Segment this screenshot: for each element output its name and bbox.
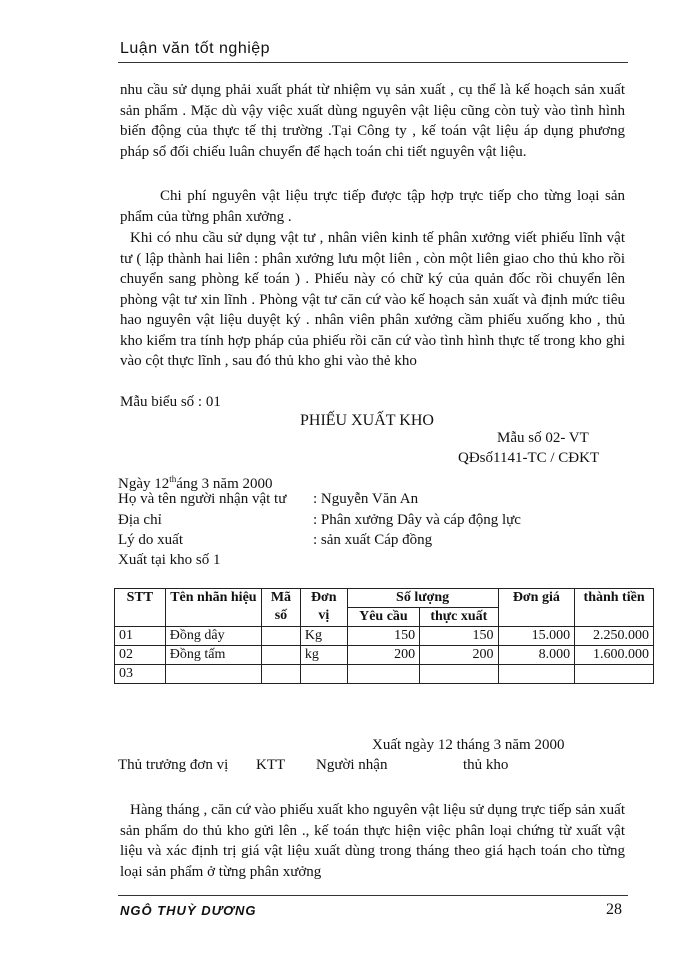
header-qty-request: Yêu cầu bbox=[347, 608, 419, 627]
cell-stt: 03 bbox=[115, 665, 166, 684]
footer-author: NGÔ THUỲ DƯƠNG bbox=[120, 903, 257, 918]
receiver-line bbox=[118, 489, 418, 509]
cell-price: 8.000 bbox=[498, 646, 575, 665]
header-price: Đơn giá bbox=[498, 589, 575, 627]
header-qty-actual: thực xuất bbox=[420, 608, 498, 627]
cell-request bbox=[347, 665, 419, 684]
cell-request: 150 bbox=[347, 627, 419, 646]
cell-price: 15.000 bbox=[498, 627, 575, 646]
page-number: 28 bbox=[606, 901, 622, 918]
cell-name: Đồng tấm bbox=[165, 646, 261, 665]
address-value: : Phân xưởng Dây và cáp động lực bbox=[313, 512, 521, 528]
receiver-value: : Nguyễn Văn An bbox=[313, 491, 419, 507]
signature-chief-accountant: KTT bbox=[256, 757, 286, 773]
header-rule bbox=[118, 62, 628, 63]
reason-label: Lý do xuất bbox=[118, 532, 183, 548]
receiver-label: Họ và tên người nhận vật tư bbox=[118, 491, 287, 507]
header-title: Luận văn tốt nghiệp bbox=[120, 40, 271, 57]
cell-price bbox=[498, 665, 575, 684]
cell-code bbox=[262, 627, 301, 646]
cell-unit: Kg bbox=[300, 627, 347, 646]
header-unit: Đơn vị bbox=[300, 589, 347, 627]
form-date-prefix: Ngày 12 bbox=[118, 476, 170, 492]
form-decision: QĐsố1141-TC / CĐKT bbox=[458, 450, 600, 466]
issue-slip-table bbox=[114, 588, 654, 684]
header-name: Tên nhãn hiệu bbox=[165, 589, 261, 627]
signature-receiver: Người nhận bbox=[316, 757, 388, 773]
cell-stt: 02 bbox=[115, 646, 166, 665]
signature-storekeeper: thủ kho bbox=[463, 757, 509, 773]
issue-date: Xuất ngày 12 tháng 3 năm 2000 bbox=[372, 737, 565, 753]
cell-actual: 200 bbox=[420, 646, 498, 665]
header-code: Mã số bbox=[262, 589, 301, 627]
cell-amount bbox=[575, 665, 654, 684]
form-date-sup: th bbox=[169, 474, 177, 484]
table-row bbox=[115, 627, 654, 646]
cell-amount: 2.250.000 bbox=[575, 627, 654, 646]
paragraph-5: Hàng tháng , căn cứ vào phiếu xuất kho nguyên vật liệu sử dụng trực tiếp sản xuất sản phẩm do thủ kho gửi lên ., kế toán thực hiện việc phân loại chứng từ xuất vật liệu và xác định trị giá vật liệu xuất dùng trong tháng theo giá hạch toán cho từng loại sản phẩm ở từng phân xưởng bbox=[120, 802, 625, 880]
header-amount: thành tiền bbox=[575, 589, 654, 627]
cell-name: Đồng dây bbox=[165, 627, 261, 646]
address-label: Địa chỉ bbox=[118, 512, 162, 528]
cell-request: 200 bbox=[347, 646, 419, 665]
header-quantity: Số lượng bbox=[347, 589, 498, 608]
cell-unit bbox=[300, 665, 347, 684]
signature-head: Thủ trưởng đơn vị bbox=[118, 757, 229, 773]
cell-amount: 1.600.000 bbox=[575, 646, 654, 665]
footer-rule bbox=[118, 895, 628, 896]
cell-code bbox=[262, 665, 301, 684]
paragraph-1: nhu cầu sử dụng phải xuất phát từ nhiệm vụ sản xuất , cụ thể là kế hoạch sản xuất sản phẩm . Mặc dù vậy việc xuất dùng nguyên vật liệu cũng còn tuỳ vào tình hình biến động của thực tế thị trường .Tại Công ty , kế toán vật liệu áp dụng phương pháp sổ đối chiếu luân chuyển để hạch toán chi tiết nguyên vật liệu. bbox=[120, 82, 625, 160]
form-reference: Mẫu biểu số : 01 bbox=[120, 394, 221, 410]
reason-value: : sản xuất Cáp đồng bbox=[313, 532, 433, 548]
header-stt: STT bbox=[115, 589, 166, 627]
cell-actual bbox=[420, 665, 498, 684]
form-number: Mẫu số 02- VT bbox=[497, 430, 589, 446]
form-date-suffix: áng 3 năm 2000 bbox=[176, 476, 273, 492]
reason-line bbox=[118, 530, 432, 550]
cell-actual: 150 bbox=[420, 627, 498, 646]
cell-code bbox=[262, 646, 301, 665]
paragraph-3: Khi có nhu cầu sử dụng vật tư , nhân viên kinh tế phân xưởng viết phiếu lĩnh vật tư ( lập thành hai liên : phân xưởng lưu một liên , còn một liên giao cho thủ kho rồi chuyển sang phòng kế toán ) . Phiếu này có chữ ký của quản đốc rồi chuyển lên phòng vật tư xin lĩnh . Phòng vật tư căn cứ vào kế hoạch sản xuất và định mức tiêu hao nguyên vật liệu duyệt ký . nhân viên phân xưởng cầm phiếu xuống kho , thủ kho kiểm tra tính hợp pháp của phiếu rồi căn cứ vào tình hình thực tế trong kho ghi vào cột thực lĩnh , sau đó thủ kho ghi vào thẻ kho bbox=[120, 230, 625, 369]
paragraph-2: Chi phí nguyên vật liệu trực tiếp được tập hợp trực tiếp cho từng loại sản phẩm của từng phân xưởng . bbox=[120, 188, 625, 225]
cell-name bbox=[165, 665, 261, 684]
cell-unit: kg bbox=[300, 646, 347, 665]
cell-stt: 01 bbox=[115, 627, 166, 646]
form-title: PHIẾU XUẤT KHO bbox=[300, 412, 434, 429]
table-row bbox=[115, 646, 654, 665]
warehouse-line: Xuất tại kho số 1 bbox=[118, 552, 221, 568]
table-row bbox=[115, 665, 654, 684]
address-line bbox=[118, 510, 521, 530]
